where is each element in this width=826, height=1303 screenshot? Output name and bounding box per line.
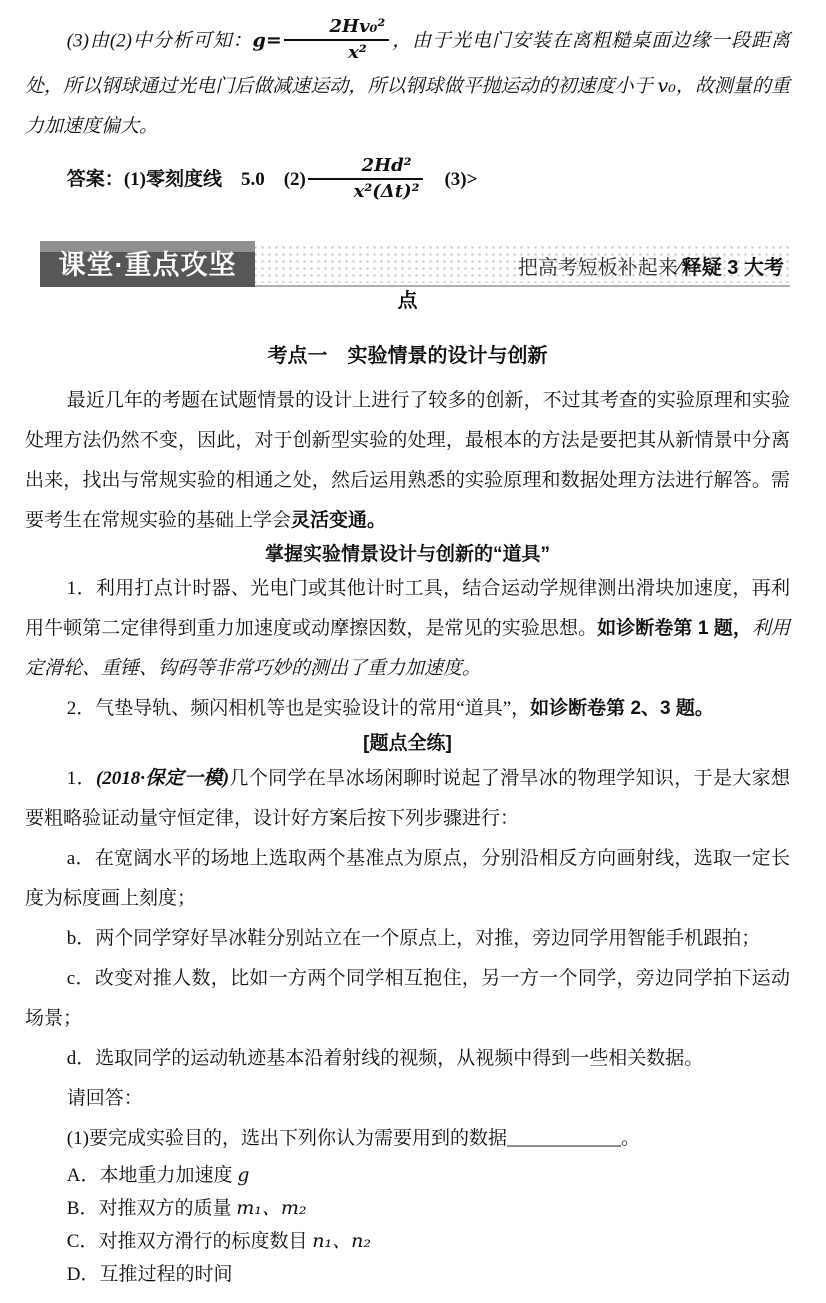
strategy-item-1 — [25, 569, 790, 689]
banner-subtitle — [518, 256, 784, 279]
option-a-math: g — [237, 1164, 250, 1186]
banner-subtitle-wrap-char: 点 — [397, 290, 418, 312]
step-c: c．改变对推人数，比如一方两个同学相互抱住，另一方一个同学，旁边同学拍下运动场景； — [25, 968, 790, 1029]
practice-heading: [题点全练] — [363, 733, 452, 754]
option-b-math: m₁、m₂ — [236, 1197, 307, 1219]
sub-question-1 — [25, 1119, 790, 1159]
intro-text: 最近几年的考题在试题情景的设计上进行了较多的创新，不过其考查的实验原理和实验处理方法仍然不变，因此，对于创新型实验的处理，最根本的方法是要把其从新情景中分离出来，找出与常规实验的相通之处，然后运用熟悉的实验原理和数据处理方法进行解答。需要考生在常规实验的基础上学会 — [25, 390, 790, 531]
option-d-label: D．互推过程的时间 — [66, 1264, 233, 1285]
strategy-item-2 — [25, 689, 790, 729]
answer-label: 答案： — [66, 169, 124, 190]
item1-text: 1．利用打点计时器、光电门或其他计时工具，结合运动学规律测出滑块加速度，再利用牛顿第二定律得到重力加速度或动摩擦因数，是常见的实验思想。 — [25, 578, 790, 639]
step-b: b．两个同学穿好旱冰鞋分别站立在一个原点上，对推，旁边同学用智能手机跟拍； — [66, 928, 761, 949]
option-d — [25, 1258, 790, 1291]
item2-bold-text: 如诊断卷第 2、3 题。 — [530, 698, 714, 719]
question-1 — [25, 759, 790, 839]
formula-g-lhs: g= — [252, 29, 282, 52]
question-1-source: (2018·保定一模) — [95, 768, 230, 789]
banner-title: 课堂·重点攻坚 — [58, 250, 237, 280]
sub-question-1-end: 。 — [620, 1128, 640, 1149]
exam-point-heading: 考点一 实验情景的设计与创新 — [267, 345, 548, 367]
sub-question-1-text: (1)要完成实验目的，选出下列你认为需要用到的数据 — [66, 1128, 507, 1149]
analysis-paragraph — [25, 18, 790, 147]
fraction-g-numerator: 2Hv₀² — [284, 16, 390, 41]
step-a: a．在宽阔水平的场地上选取两个基准点为原点，分别沿相反方向画射线，选取一定长度为标度画上刻度； — [25, 848, 790, 909]
banner-subtitle-regular: 把高考短板补起来 — [517, 257, 678, 279]
banner-subtitle-bold: 释疑 3 大考 — [681, 257, 784, 279]
section-banner — [40, 241, 790, 287]
strategy-subheading: 掌握实验情景设计与创新的“道具” — [264, 544, 550, 565]
question-1-text: 几个同学在旱冰场闲聊时说起了滑旱冰的物理学知识，于是大家想要粗略验证动量守恒定律，设计好方案后按下列步骤进行： — [25, 768, 790, 829]
fraction-g-denominator: x² — [348, 42, 367, 63]
option-b-label: B．对推双方的质量 — [66, 1198, 237, 1219]
item2-text: 2．气垫导轨、频闪相机等也是实验设计的常用“道具”， — [66, 698, 531, 719]
analysis-text-1: ，由于光电门安装在离粗糙桌面边缘一段距离处，所以钢球通过光电门后做减速运动，所以钢球做平抛运动的初速度小于 — [25, 30, 790, 97]
answer-fraction-denominator: x²(Δt)² — [353, 180, 420, 202]
option-a-label: A．本地重力加速度 — [66, 1165, 238, 1186]
analysis-lead: (3)由(2)中分析可知： — [66, 30, 253, 52]
var-v0: v₀ — [657, 75, 676, 97]
answer-fraction — [308, 155, 424, 203]
step-d: d．选取同学的运动轨迹基本沿着射线的视频，从视频中得到一些相关数据。 — [66, 1048, 704, 1069]
fill-in-blank: ____________ — [506, 1128, 621, 1149]
option-c-label: C．对推双方滑行的标度数目 — [66, 1231, 313, 1252]
question-1-number: 1． — [66, 768, 96, 789]
option-c-math: n₁、n₂ — [312, 1230, 371, 1252]
answer-part3: (3)> — [425, 169, 478, 190]
answer-line — [25, 153, 790, 207]
banner-subtitle-slash: ∕ — [677, 254, 682, 280]
answer-fraction-numerator: 2Hd² — [308, 155, 424, 180]
fraction-g — [284, 16, 390, 64]
intro-paragraph — [25, 381, 790, 541]
banner-title-box — [40, 241, 255, 287]
option-b — [25, 1192, 790, 1225]
answer-prompt: 请回答： — [66, 1088, 143, 1109]
analysis-text-2: ，故测量的重力加速度偏大。 — [25, 76, 790, 137]
answer-part1: (1)零刻度线 5.0 (2) — [123, 169, 306, 190]
option-c — [25, 1225, 790, 1258]
option-a — [25, 1159, 790, 1192]
item1-bold-text: 如诊断卷第 1 题， — [597, 618, 752, 639]
intro-bold-text: 灵活变通。 — [291, 510, 387, 531]
item1-kai-text: 利用定滑轮、重锤、钩码等非常巧妙的测出了重力加速度。 — [25, 618, 790, 679]
